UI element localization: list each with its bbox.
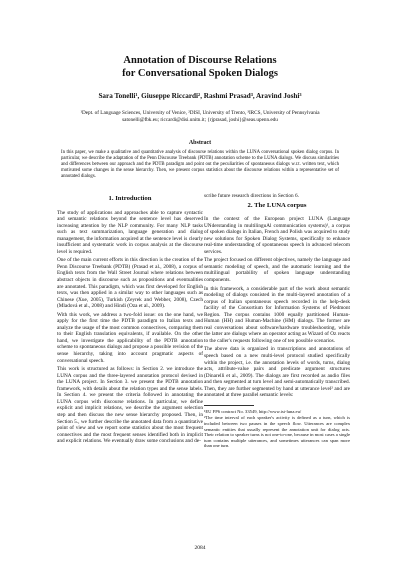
- affiliation-line: ¹Dept. of Language Sciences, University of Venice, ²DISI, University of Trento, ³IRCS, University of Pennsylvania: [80, 110, 320, 116]
- intro-paragraph: This work is structured as follows: in Section 2. we introduce the LUNA corpus and the three-layered annotation protocol devised in the LUNA project. In Section 3. we present the PDTB annotation framework, with details about the relation types and the sense labels. In Section 4. we present the criteria followed in annotating the LUNA corpus with discourse relations. In particular, we define explicit and implicit relations, we describe the argument selection step and then discuss the new sense hierarchy proposed. Then, in Section 5., we further describe the annotated data from a quantitative point of view and we report some statistics about the most frequent connectives and the most frequent senses identified both in implicit and explicit relations. We eventually draw some conclusions and de-: [57, 366, 203, 445]
- authors: Sara Tonelli¹, Giuseppe Riccardi², Rashmi Prasad³, Aravind Joshi³: [98, 92, 302, 100]
- footnote-1: ¹EU FP6 contract No. 33549, http://www.ist-luna.eu/: [204, 408, 302, 414]
- intro-continuation: scribe future research directions in Section 6.: [204, 193, 299, 199]
- right-column: [204, 193, 350, 450]
- title-line-2: for Conversational Spoken Dialogs: [122, 68, 278, 79]
- footnote-2: ²The time interval of each speaker's activity is defined as a turn, which is included between two pauses in the speech flow. Utterances are complex semantic entities that usually represent the annotation unit for dialog acts. Their relation to speaker turns is not one-to-one, because in most cases a single turn contains multiple utterances, and sometimes utterances can span more than one turn.: [204, 415, 350, 449]
- abstract-heading: Abstract: [188, 140, 212, 146]
- intro-paragraph: One of the main current efforts in this direction is the creation of the Penn Discourse Treebank (PDTB) (Prasad et al., 2008), a corpus of English texts from the Wall Street Journal where relations between abstract objects in discourse such as propositions and eventualities are annotated. This paradigm, which was first developed for English texts, was then applied in a similar way to other languages such as Chinese (Xue, 2005), Turkish (Zeyrek and Webber, 2008), Czech (Mladová et al., 2008) and Hindi (Oza et al., 2009).: [57, 257, 203, 310]
- luna-paragraph: The project focused on different objectives, namely the language and semantic modeling of speech, and the automatic learning and the multilingual portability of spoken language understanding components.: [204, 257, 350, 284]
- affiliations: [0, 110, 400, 123]
- luna-heading: 2. The LUNA corpus: [247, 201, 307, 209]
- luna-paragraph: The above data is organized in transcriptions and annotations of speech based on a new multi-level protocol studied specifically within the project, i.e. the annotation levels of words, turns, dialog acts, attribute-value pairs and predicate argument structures (Dinarelli et al., 2009). The dialogs are first recorded as audio files and then segmented at turn level and semi-automatically transcribed. Then, they are further segmented by hand at utterance level² and are annotated at three parallel semantic levels:: [204, 346, 350, 399]
- left-column: [57, 193, 203, 447]
- page-number: 2084: [194, 545, 206, 551]
- emails: satonelli@fbk.eu; riccardi@disi.unitn.it; {rjprasad, joshi}@seas.upenn.edu: [122, 116, 278, 123]
- intro-paragraph: The study of applications and approaches able to capture syntactic and semantic relations beyond the sentence level has deserved increasing attention by the NLP community. For many NLP tasks such as text summarization, language generation and dialog management, the information acquired at the sentence level is clearly insufficient and systematic work in corpus analysis at the discourse level is required.: [57, 209, 203, 255]
- intro-heading: 1. Introduction: [108, 195, 152, 202]
- paper-title: [0, 54, 400, 80]
- abstract-text: In this paper, we make a qualitative and quantitative analysis of discourse relations within the LUNA conversational spoken dialog corpus. In particular, we describe the adaptation of the Penn Discourse Treebank (PDTB) annotation scheme to the LUNA dialogs. We discuss similarities and differences between our approach and the PDTB paradigm and point out the peculiarities of spontaneous dialogs w.r.t. written text, which motivated some changes in the sense hierarchy. Then, we present corpus statistics about the discourse relations within a representative set of annotated dialogs.: [61, 150, 339, 180]
- luna-paragraph: In the context of the European project LUNA (Language UNderstanding in multilinguAl communication systems)¹, a corpus of spoken dialogs in Italian, French and Polish was acquired to study new solutions for Spoken Dialog Systems, specifically to enhance real-time understanding of spontaneous speech in advanced telecom services.: [204, 216, 350, 255]
- footnote-rule: [204, 405, 254, 406]
- luna-paragraph: In this framework, a considerable part of the work about semantic modeling of dialogs consisted in the multi-layered annotation of a corpus of Italian spontaneous speech recorded in the help-desk facility of the Consortium for Information Systems of Piedmont Region. The corpus contains 1000 equally partitioned Human-Human (HH) and Human-Machine (HM) dialogs. The former are real conversations about software/hardware troubleshooting, while the latter are dialogs where an operator acting as Wizard of Oz reacts to the caller's requests following one of ten possible scenarios.: [204, 285, 350, 344]
- title-line-1: Annotation of Discourse Relations: [123, 55, 277, 66]
- intro-paragraph: With this work, we address a two-fold issue: on the one hand, we apply for the first time the PDTB paradigm to Italian texts and analyze the usage of the most common connectives, comparing them to their English translation equivalents, if available. On the other hand, we investigate the applicability of the PDTB annotation scheme to spontaneous dialogs and propose a possible revision of the sense hierarchy, taking into account pragmatic aspects of conversational speech.: [57, 311, 203, 364]
